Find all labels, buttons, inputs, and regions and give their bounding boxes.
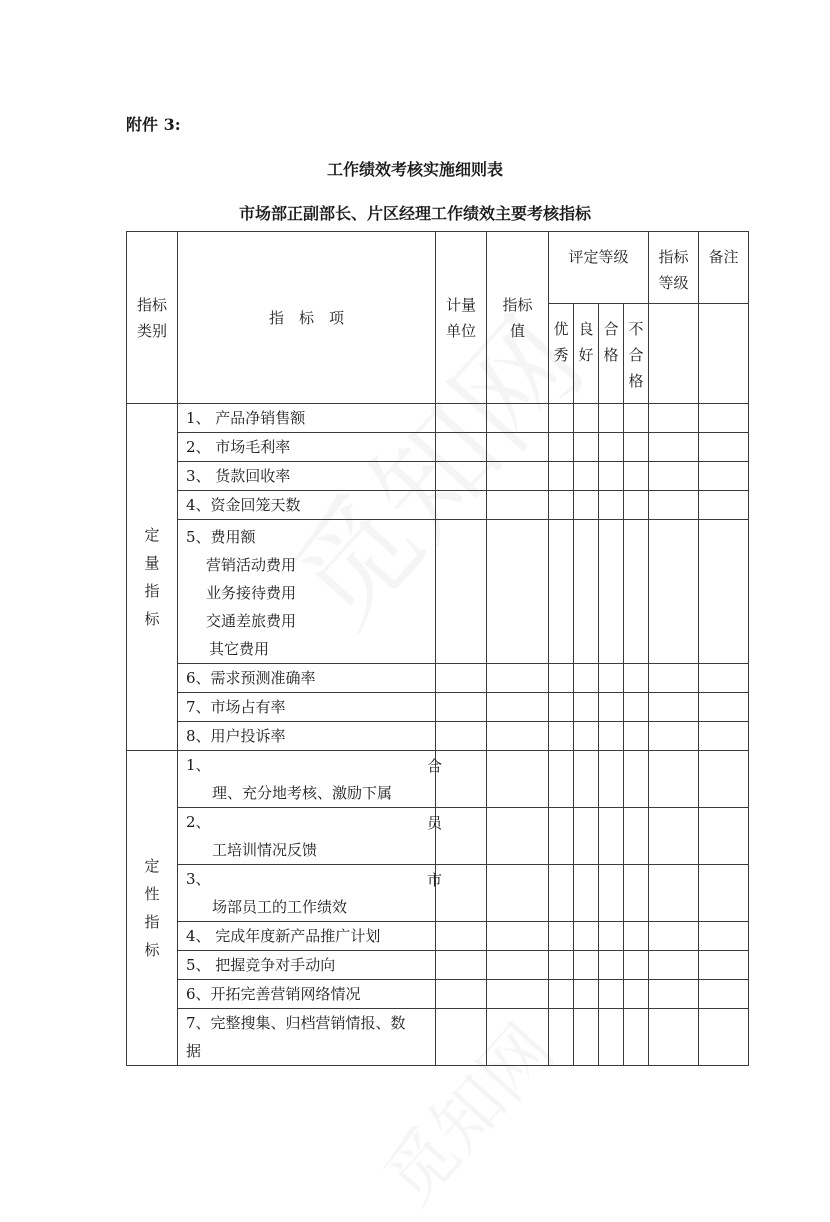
indicator-item: 5、 把握竞争对手动向 [178,951,436,980]
grade-good: 良 好 [574,304,599,404]
table-row [127,664,749,693]
table-row [127,722,749,751]
table-row [127,808,749,865]
table-row [127,865,749,922]
table-row [127,951,749,980]
indicator-item-expenses: 5、费用额 营销活动费用 业务接待费用 交通差旅费用 其它费用 [178,520,436,664]
header-category: 指标 类别 [127,232,178,404]
indicator-item: 6、开拓完善营销网络情况 [178,980,436,1009]
indicator-item: 2、 员 工培训情况反馈 [178,808,436,865]
indicator-item: 4、 完成年度新产品推广计划 [178,922,436,951]
table-row [127,520,749,664]
indicator-item: 7、市场占有率 [178,693,436,722]
header-item: 指 标 项 [178,232,436,404]
empty-cell [699,304,749,404]
table-row [127,751,749,808]
table-subtitle: 市场部正副部长、片区经理工作绩效主要考核指标 [238,204,591,223]
table-row [127,1009,749,1066]
header-unit: 计量 单位 [436,232,487,404]
table-row [127,404,749,433]
header-remark: 备注 [699,232,749,304]
indicator-item: 7、完整搜集、归档营销情报、数 据 [178,1009,436,1066]
indicator-item: 1、 产品净销售额 [178,404,436,433]
table-row [127,922,749,951]
table-row [127,980,749,1009]
table-row [127,491,749,520]
assessment-table [126,231,749,1066]
header-level: 指标 等级 [649,232,699,304]
table-row [127,433,749,462]
indicator-item: 3、 货款回收率 [178,462,436,491]
grade-excellent: 优 秀 [549,304,574,404]
attachment-label: 附件 3: [126,115,181,134]
indicator-item: 2、 市场毛利率 [178,433,436,462]
indicator-item: 6、需求预测准确率 [178,664,436,693]
page-title: 工作绩效考核实施细则表 [326,160,503,179]
indicator-item: 4、资金回笼天数 [178,491,436,520]
indicator-item: 1、 合 理、充分地考核、激励下属 [178,751,436,808]
table-row [127,462,749,491]
grade-pass: 合 格 [599,304,624,404]
category-quant: 定 量 指 标 [127,404,178,751]
indicator-item: 8、用户投诉率 [178,722,436,751]
category-qual: 定 性 指 标 [127,751,178,1066]
header-rating: 评定等级 [549,232,649,304]
header-value: 指标 值 [487,232,549,404]
empty-cell [649,304,699,404]
table-row [127,693,749,722]
grade-fail: 不 合 格 [624,304,649,404]
indicator-item: 3、 市 场部员工的工作绩效 [178,865,436,922]
